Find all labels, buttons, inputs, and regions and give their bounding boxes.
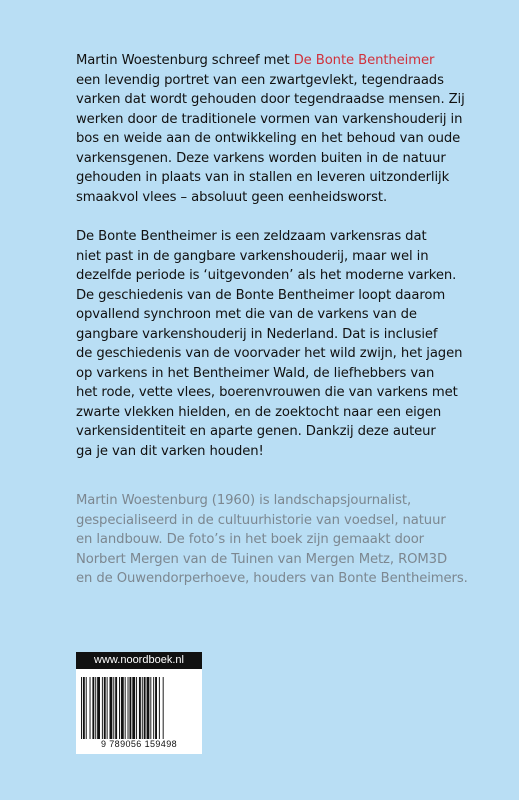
- description-line: niet past in de gangbare varkenshouderij, maar wel in: [76, 248, 429, 264]
- barcode-bar: [86, 677, 87, 739]
- barcode-bar: [90, 677, 91, 739]
- description-line: De geschiedenis van de Bonte Bentheimer loopt daarom: [76, 287, 446, 303]
- bio-line: Norbert Mergen van de Tuinen van Mergen Metz, ROM3D: [76, 551, 448, 567]
- description-line: varkensidentiteit en aparte genen. Dankzij deze auteur: [76, 424, 436, 439]
- barcode-bar: [139, 677, 141, 739]
- description-line: De Bonte Bentheimer is een zeldzaam varkensras dat: [76, 229, 427, 244]
- book-title-highlight: De Bonte Bentheimer: [293, 53, 435, 68]
- intro-line: gehouden in plaats van in stallen en leveren uitzonderlijk: [76, 170, 450, 185]
- description-line: de geschiedenis van de voorvader het wild zwijn, het jagen: [76, 346, 463, 361]
- intro-line: een levendig portret van een zwartgevlekt, tegendraads: [76, 72, 444, 88]
- description-line: gangbare varkenshouderij in Nederland. Dat is inclusief: [76, 326, 438, 342]
- barcode-bar: [97, 677, 100, 739]
- barcode-bar: [163, 677, 164, 739]
- barcode-bar: [81, 677, 82, 739]
- intro-line-text: Martin Woestenburg schreef met: [76, 53, 294, 68]
- description-paragraph: [76, 227, 516, 461]
- barcode-bars: [81, 677, 197, 739]
- isbn-number: 9 789056 159498: [100, 739, 178, 749]
- bio-line: en landbouw. De foto’s in het boek zijn gemaakt door: [76, 532, 425, 547]
- description-line: op varkens in het Bentheimer Wald, de liefhebbers van: [76, 365, 435, 381]
- intro-line: [76, 51, 516, 71]
- barcode-bar: [95, 677, 96, 739]
- barcode-bar: [144, 677, 146, 739]
- barcode-bar: [147, 677, 150, 739]
- bio-line: gespecialiseerd in de cultuurhistorie van voedsel, natuur: [76, 512, 446, 528]
- barcode-bar: [110, 677, 113, 739]
- description-line: ga je van dit varken houden!: [76, 443, 264, 459]
- description-line: opvallend synchroon met die van de varkens van de: [76, 307, 417, 322]
- bio-line: Martin Woestenburg (1960) is landschapsjournalist,: [76, 493, 412, 508]
- intro-line: smaakvol vlees – absoluut geen eenheidsworst.: [76, 189, 388, 205]
- barcode-bar: [113, 677, 114, 739]
- barcode-bar: [129, 677, 131, 739]
- barcode-bar: [92, 677, 94, 739]
- intro-paragraph: [76, 51, 516, 207]
- barcode-bar: [142, 677, 143, 739]
- barcode-bar: [119, 677, 120, 739]
- barcode-bar: [115, 677, 117, 739]
- publisher-url: www.noordboek.nl: [76, 652, 202, 669]
- barcode-bar: [121, 677, 124, 739]
- description-line: het rode, vette vlees, boerenvrouwen die van varkens met: [76, 385, 458, 400]
- barcode-bar: [83, 677, 85, 739]
- barcode-bar: [104, 677, 106, 739]
- intro-line: werken door de traditionele vormen van varkenshouderij in: [76, 111, 463, 127]
- intro-line: varkensgenen. Deze varkens worden buiten in de natuur: [76, 150, 446, 166]
- isbn-barcode: [76, 652, 202, 754]
- description-line: dezelfde periode is ‘uitgevonden’ als het moderne varken.: [76, 268, 457, 283]
- bio-line: en de Ouwendorperhoeve, houders van Bonte Bentheimers.: [76, 571, 468, 586]
- barcode-bar: [107, 677, 108, 739]
- description-line: zwarte vlekken hielden, en de zoektocht naar een eigen: [76, 404, 442, 420]
- author-bio-paragraph: [76, 491, 516, 589]
- barcode-bar: [125, 677, 126, 739]
- barcode-bar: [136, 677, 137, 739]
- intro-line: bos en weide aan de ontwikkeling en het behoud van oude: [76, 131, 461, 146]
- barcode-bar: [155, 677, 157, 739]
- barcode-bar: [150, 677, 151, 739]
- barcode-bar: [153, 677, 154, 739]
- barcode-bar: [128, 677, 129, 739]
- intro-line: varken dat wordt gehouden door tegendraadse mensen. Zij: [76, 92, 465, 107]
- barcode-bar: [102, 677, 103, 739]
- barcode-bar: [159, 677, 160, 739]
- barcode-bar: [132, 677, 135, 739]
